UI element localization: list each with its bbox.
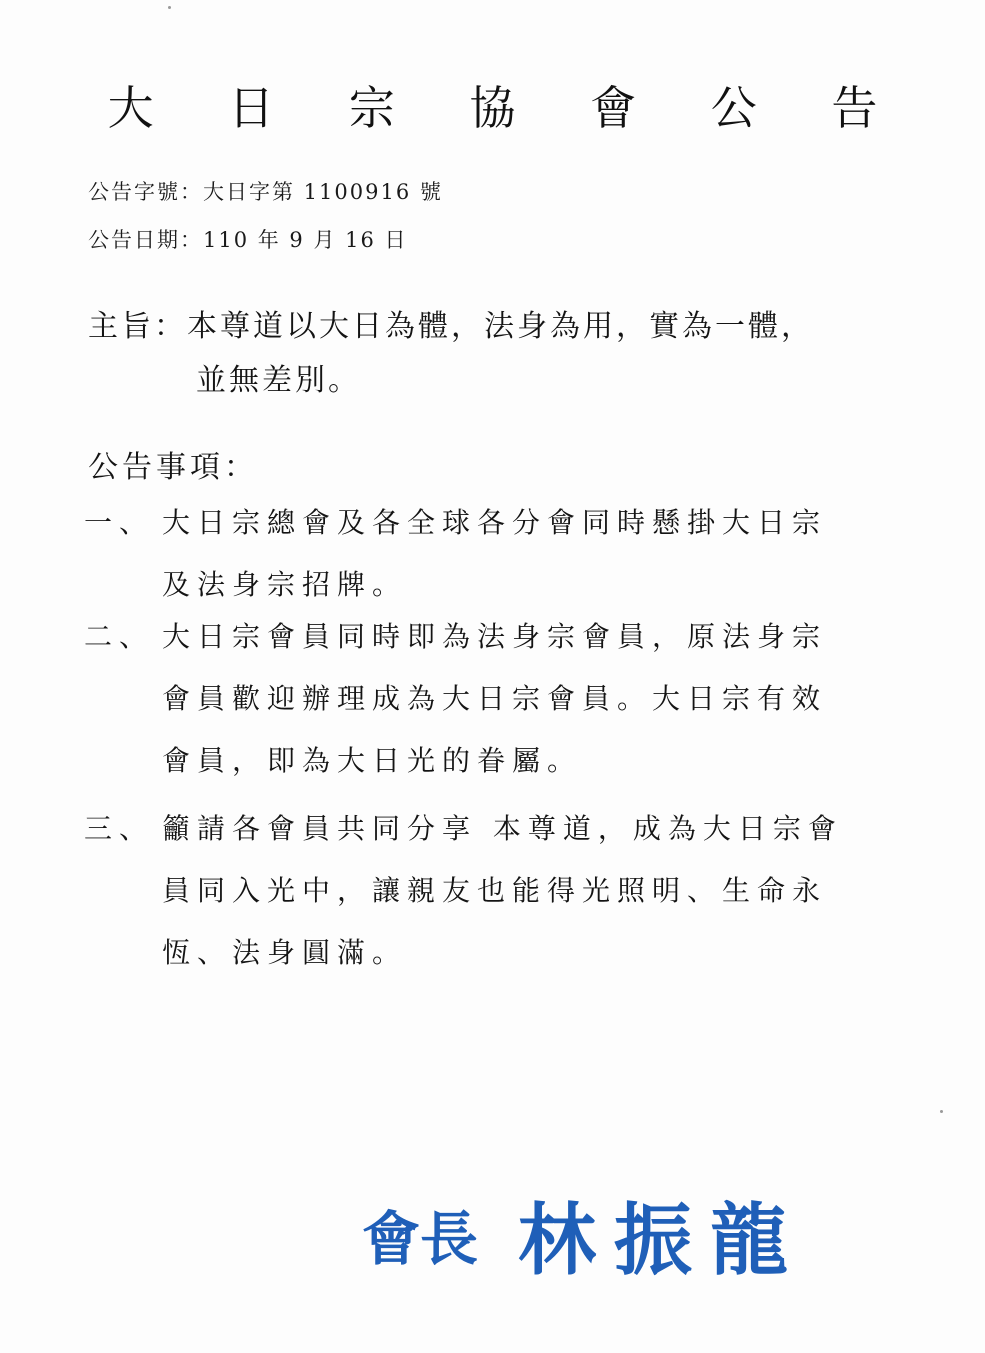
item-text: 大日宗總會及各全球各分會同時懸掛大日宗及法身宗招牌。	[162, 506, 828, 601]
items-heading: 公告事項：	[88, 450, 258, 485]
subject-line-2: 並無差別。	[196, 363, 361, 398]
subject-block	[88, 300, 848, 408]
paper-speck	[168, 6, 171, 9]
announcement-item	[84, 492, 864, 616]
announcement-item	[84, 798, 864, 984]
announcement-number: 公告字號：大日字第 1100916 號	[88, 180, 443, 204]
subject-line-1: 主旨：本尊道以大日為體，法身為用，實為一體，	[88, 309, 814, 344]
item-marker: 二、	[84, 620, 155, 653]
announcement-date: 公告日期：110 年 9 月 16 日	[88, 228, 408, 252]
signature-name: 林振龍	[518, 1195, 807, 1286]
paper-speck	[940, 1110, 943, 1113]
announcement-item	[84, 606, 864, 792]
document-title: 大 日 宗 協 會 公 告	[107, 81, 908, 135]
item-marker: 一、	[84, 506, 155, 539]
item-text: 籲請各會員共同分享 本尊道，成為大日宗會員同入光中，讓親友也能得光照明、生命永恆、法身圓滿。	[162, 812, 843, 969]
signature-role: 會長	[362, 1205, 479, 1273]
item-text: 大日宗會員同時即為法身宗會員，原法身宗會員歡迎辦理成為大日宗會員。大日宗有效會員，即為大日光的眷屬。	[162, 620, 828, 777]
president-signature	[362, 1178, 806, 1290]
item-marker: 三、	[84, 812, 155, 845]
